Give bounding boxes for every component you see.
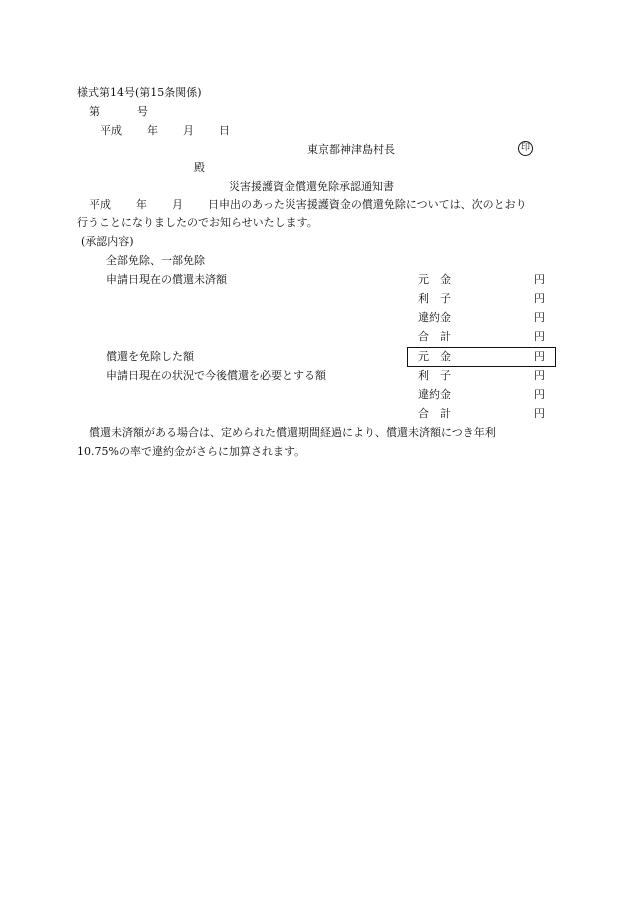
unpaid-principal-yen: 円 <box>534 273 545 286</box>
intro-era: 平成 <box>89 198 111 211</box>
exempted-principal-yen: 円 <box>534 350 545 363</box>
unpaid-penalty-yen: 円 <box>534 311 545 324</box>
number-suffix: 号 <box>137 105 148 118</box>
date-day: 日 <box>219 124 230 137</box>
intro-line2: 行うことになりましたのでお知らせいたします。 <box>77 216 318 229</box>
form-number: 様式第14号(第15条関係) <box>77 86 202 99</box>
required-label: 申請日現在の状況で今後償還を必要とする額 <box>106 369 326 382</box>
required-penalty-label: 違約金 <box>418 388 451 401</box>
required-interest-yen: 円 <box>534 369 545 382</box>
exempted-principal-label: 元 金 <box>418 350 451 363</box>
unpaid-interest-yen: 円 <box>534 292 545 305</box>
approval-heading: (承認内容) <box>81 235 134 248</box>
seal-mark: 印 <box>518 141 533 156</box>
document-title: 災害援護資金償還免除承認通知書 <box>229 180 394 193</box>
unpaid-interest-label: 利 子 <box>418 292 451 305</box>
issuer-name: 東京都神津島村長 <box>307 143 395 156</box>
note-line1: 償還未済額がある場合は、定められた償還期間経過により、償還未済額につき年利 <box>89 426 496 439</box>
exemption-type: 全部免除、一部免除 <box>106 254 205 267</box>
date-month: 月 <box>183 124 194 137</box>
required-total-yen: 円 <box>534 407 545 420</box>
date-year: 年 <box>147 124 158 137</box>
intro-month: 月 <box>172 198 183 211</box>
unpaid-total-yen: 円 <box>534 330 545 343</box>
intro-line1: 日申出のあった災害援護資金の償還免除については、次のとおり <box>208 198 527 211</box>
intro-year: 年 <box>136 198 147 211</box>
note-line2: 10.75%の率で違約金がさらに加算されます。 <box>77 445 306 458</box>
required-total-label: 合 計 <box>418 407 451 420</box>
unpaid-label: 申請日現在の償還未済額 <box>106 273 227 286</box>
unpaid-penalty-label: 違約金 <box>418 311 451 324</box>
unpaid-total-label: 合 計 <box>418 330 451 343</box>
number-prefix: 第 <box>89 105 100 118</box>
unpaid-principal-label: 元 金 <box>418 273 451 286</box>
required-penalty-yen: 円 <box>534 388 545 401</box>
exempted-label: 償還を免除した額 <box>106 350 194 363</box>
required-interest-label: 利 子 <box>418 369 451 382</box>
addressee-suffix: 殿 <box>194 161 205 174</box>
date-era: 平成 <box>100 124 122 137</box>
